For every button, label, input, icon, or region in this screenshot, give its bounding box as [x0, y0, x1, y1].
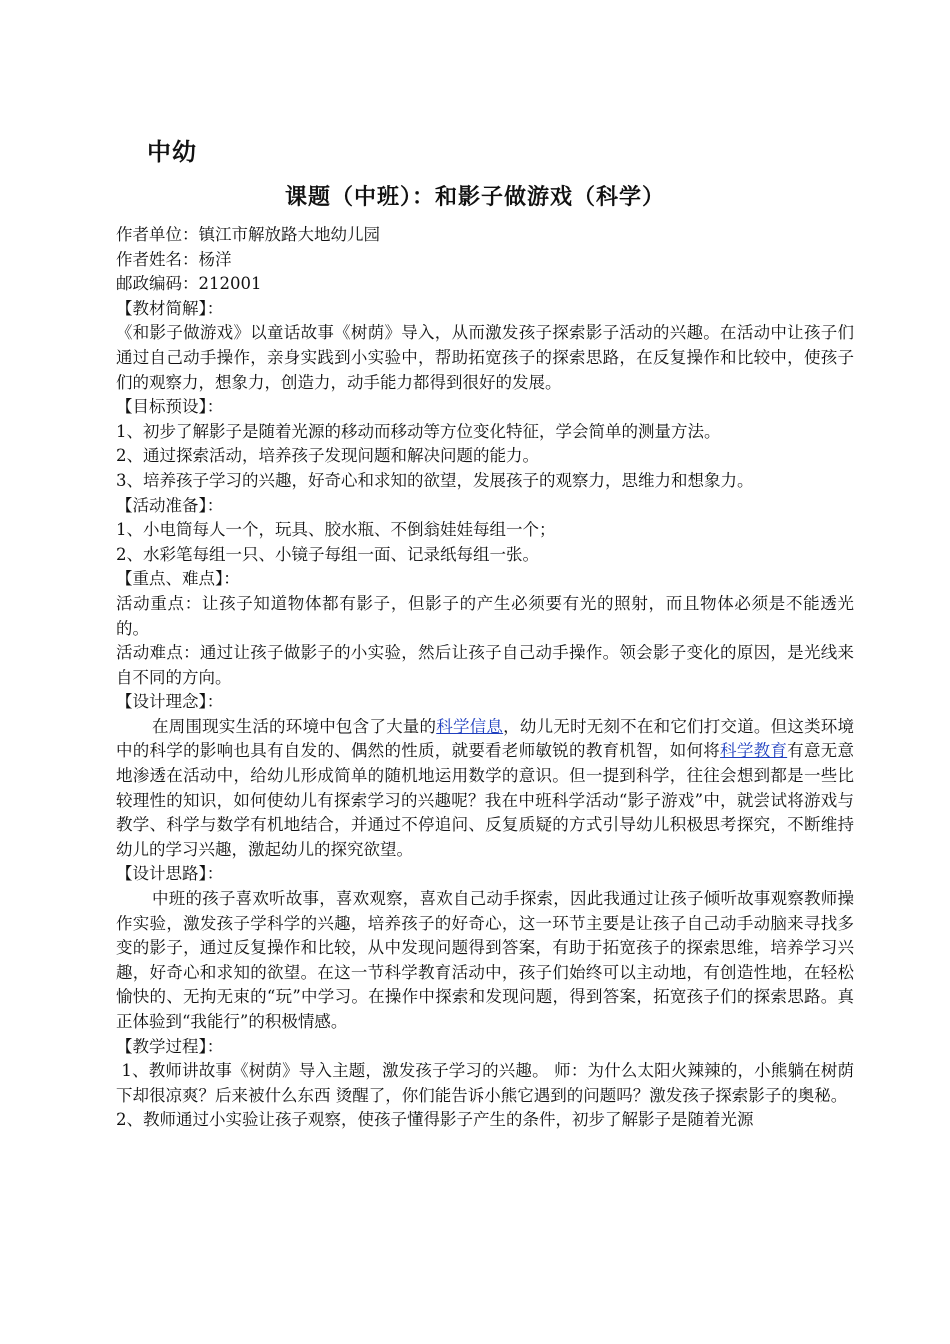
section-heading-goals: 【目标预设】： — [116, 397, 224, 417]
concept-text-2: ，幼儿无时无刻不在和它们打交道。但这类环境中的科学的影响也具有自发的、偶然的性质，就要看老师敏锐的教育机智，如何将 — [116, 716, 855, 761]
approach-paragraph: 中班的孩子喜欢听故事，喜欢观察，喜欢自己动手探索，因此我通过让孩子倾听故事观察教师操作实验，激发孩子学科学的兴趣，培养孩子的好奇心，这一环节主要是让孩子自己动手动脑来寻找多变的影子，通过反复操作和比较，从中发现问题得到答案，有助于拓宽孩子的探索思维，培养学习兴趣，好奇心和求知的欲望。在这一节科学教育活动中，孩子们始终可以主动地，有创造性地，在轻松愉快的、无拘无束的“玩”中学习。在操作中探索和发现问题，得到答案，拓宽孩子们的探索思路。真正体验到“我能行”的积极情感。 — [116, 889, 854, 1031]
prep-item: 2、水彩笔每组一只、小镜子每组一面、记录纸每组一张。 — [116, 544, 539, 564]
concept-text-3: 有意无意地渗透在活动中，给幼儿形成简单的随机地运用数学的意识。但一提到科学，往往会想到都是一些比较理性的知识，如何使幼儿有探索学习的兴趣呢？我在中班科学活动“影子游戏”中，就尝试将游戏与教学、科学与数学有机地结合，并通过不停追问、反复质疑的方式引导幼儿积极思考探究，不断维持幼儿的学习兴趣，激起幼儿的探究欲望。 — [116, 741, 855, 859]
document-title: 课题（中班）：和影子做游戏（科学） — [284, 185, 665, 210]
section-heading-intro: 【教材简解】： — [116, 298, 224, 318]
grade-label: 中幼 — [147, 138, 197, 166]
process-step-1: 1、教师讲故事《树荫》导入主题，激发孩子学习的兴趣。 师：为什么太阳火辣辣的，小熊躺在树荫下却很凉爽？后来被什么东西 烫醒了，你们能告诉小熊它遇到的问题吗？激发孩子探索影子的奥秘。 — [116, 1061, 854, 1105]
section-heading-process: 【教学过程】： — [116, 1036, 224, 1056]
goal-item: 3、培养孩子学习的兴趣，好奇心和求知的欲望，发展孩子的观察力，思维力和想象力。 — [116, 470, 754, 490]
key-difficulty: 活动难点：通过让孩子做影子的小实验，然后让孩子自己动手操作。领会影子变化的原因，是光线来自不同的方向。 — [116, 643, 854, 687]
key-focus: 活动重点：让孩子知道物体都有影子，但影子的产生必须要有光的照射，而且物体必须是不能透光的。 — [116, 593, 854, 638]
section-heading-prep: 【活动准备】： — [116, 495, 224, 515]
section-heading-approach: 【设计思路】： — [116, 864, 224, 884]
document-body — [116, 223, 854, 1133]
section-heading-key: 【重点、难点】： — [116, 569, 240, 589]
postcode: 邮政编码：212001 — [116, 274, 262, 294]
prep-item: 1、小电筒每人一个，玩具、胶水瓶、不倒翁娃娃每组一个； — [116, 520, 556, 540]
goal-item: 1、初步了解影子是随着光源的移动而移动等方位变化特征，学会简单的测量方法。 — [116, 421, 721, 441]
concept-paragraph — [116, 715, 854, 863]
author-name: 作者姓名：杨洋 — [116, 249, 232, 269]
science-education-link[interactable]: 科学教育 — [720, 741, 788, 761]
process-step-2: 2、教师通过小实验让孩子观察，使孩子懂得影子产生的条件，初步了解影子是随着光源 — [116, 1110, 754, 1130]
intro-paragraph: 《和影子做游戏》以童话故事《树荫》导入，从而激发孩子探索影子活动的兴趣。在活动中让孩子们通过自己动手操作，亲身实践到小实验中，帮助拓宽孩子的探索思路，在反复操作和比较中，使孩子们的观察力，想象力，创造力，动手能力都得到很好的发展。 — [116, 323, 854, 392]
goal-item: 2、通过探索活动，培养孩子发现问题和解决问题的能力。 — [116, 446, 539, 466]
author-unit: 作者单位：镇江市解放路大地幼儿园 — [116, 225, 380, 244]
section-heading-concept: 【设计理念】： — [116, 692, 224, 712]
concept-text-1: 在周围现实生活的环境中包含了大量的 — [152, 716, 437, 736]
science-info-link[interactable]: 科学信息 — [436, 716, 504, 736]
